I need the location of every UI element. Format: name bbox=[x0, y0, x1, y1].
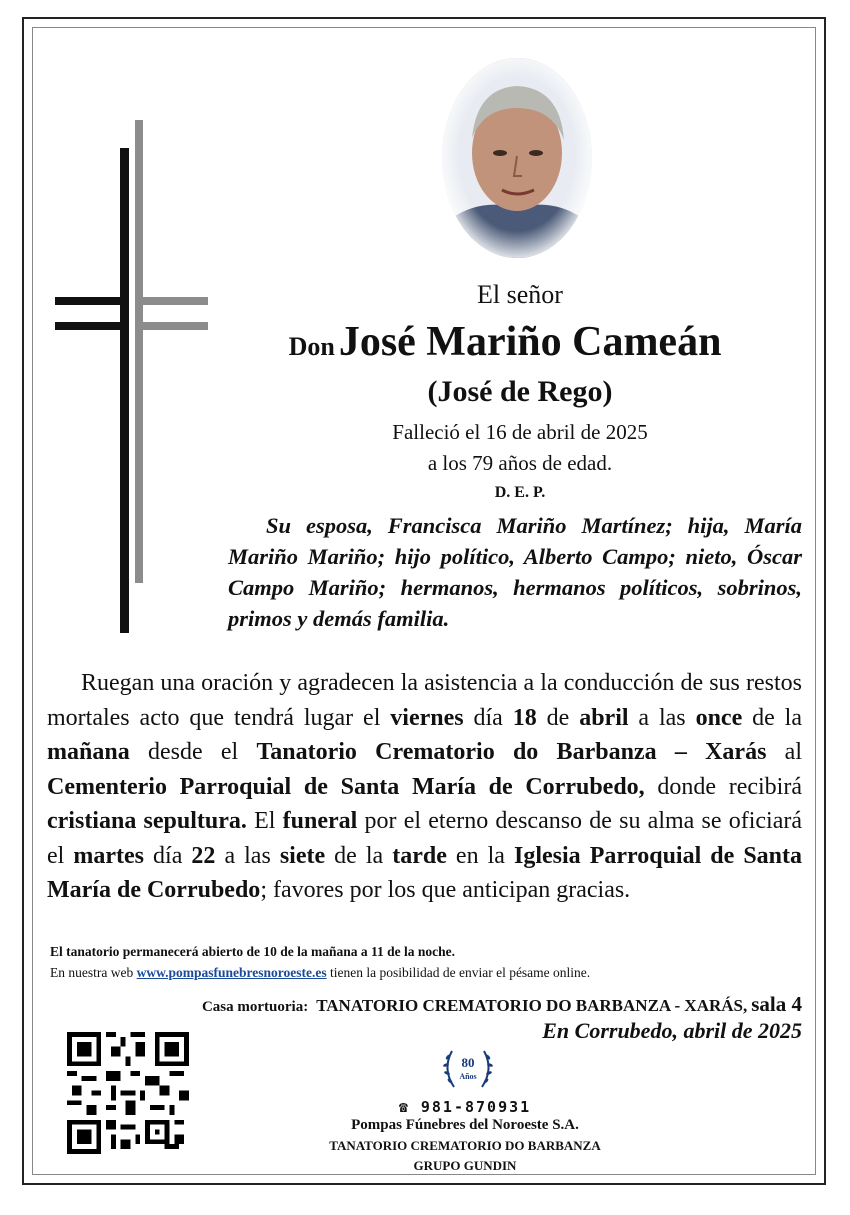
venue-room: sala 4 bbox=[751, 992, 802, 1016]
rip-text: D. E. P. bbox=[494, 484, 546, 501]
intro-text: El señor bbox=[477, 280, 563, 309]
website-link[interactable]: www.pompasfunebresnoroeste.es bbox=[136, 965, 327, 980]
deceased-name: José Mariño Cameán bbox=[338, 319, 722, 365]
anniversary-badge-icon bbox=[440, 1043, 496, 1095]
announcement-paragraph: Ruegan una oración y agradecen la asistencia a la conducción de sus restos mortales acto que tendrá lugar el viernes día 18 de abril a las once de la mañana desde el Tanatorio Crematorio do Barbanza – Xarás al Cementerio Parroquial de Santa María de Corrubedo, donde recibirá cristiana sepultura. El funeral por el eterno descanso de su alma se oficiará el martes día 22 a las siete de la tarde en la Iglesia Parroquial de Santa María de Corrubedo; favores por los que anticipan gracias. bbox=[47, 670, 803, 903]
age-at-death: a los 79 años de edad. bbox=[427, 451, 613, 475]
family-list bbox=[228, 510, 802, 634]
deceased-name-line bbox=[200, 318, 810, 366]
venue-label: Casa mortuoria: bbox=[201, 999, 309, 1015]
family-text: Su esposa, Francisca Mariño Martínez; hija, María Mariño Mariño; hijo político, Alberto Campo; nieto, Óscar Campo Mariño; hermanos, hermanos políticos, sobrinos, primos y demás familia. bbox=[228, 513, 802, 631]
tanatorio-name: TANATORIO CREMATORIO DO BARBANZA bbox=[329, 1138, 601, 1153]
group-name: GRUPO GUNDIN bbox=[413, 1158, 517, 1173]
portrait-photo bbox=[442, 58, 592, 258]
death-date: Falleció el 16 de abril de 2025 bbox=[392, 420, 648, 444]
badge-text: Años bbox=[459, 1072, 477, 1081]
qr-code[interactable] bbox=[67, 1032, 189, 1154]
venue-name: TANATORIO CREMATORIO DO BARBANZA - XARÁS, bbox=[316, 996, 748, 1015]
honorific: Don bbox=[288, 332, 335, 361]
opening-hours-note: El tanatorio permanecerá abierto de 10 de la mañana a 11 de la noche. bbox=[50, 944, 455, 959]
badge-number: 80 bbox=[461, 1055, 475, 1070]
phone-line bbox=[260, 1098, 670, 1116]
company-name: Pompas Fúnebres del Noroeste S.A. bbox=[351, 1117, 579, 1133]
phone-icon: ☎ bbox=[398, 1098, 410, 1116]
web-note: En nuestra web www.pompasfunebresnoroeste.es tienen la posibilidad de enviar el pésame online. bbox=[50, 965, 591, 980]
deceased-alias: (José de Rego) bbox=[427, 375, 613, 408]
date-place: En Corrubedo, abril de 2025 bbox=[542, 1018, 802, 1043]
venue-line bbox=[50, 992, 802, 1017]
phone-number: 981-870931 bbox=[420, 1098, 532, 1116]
